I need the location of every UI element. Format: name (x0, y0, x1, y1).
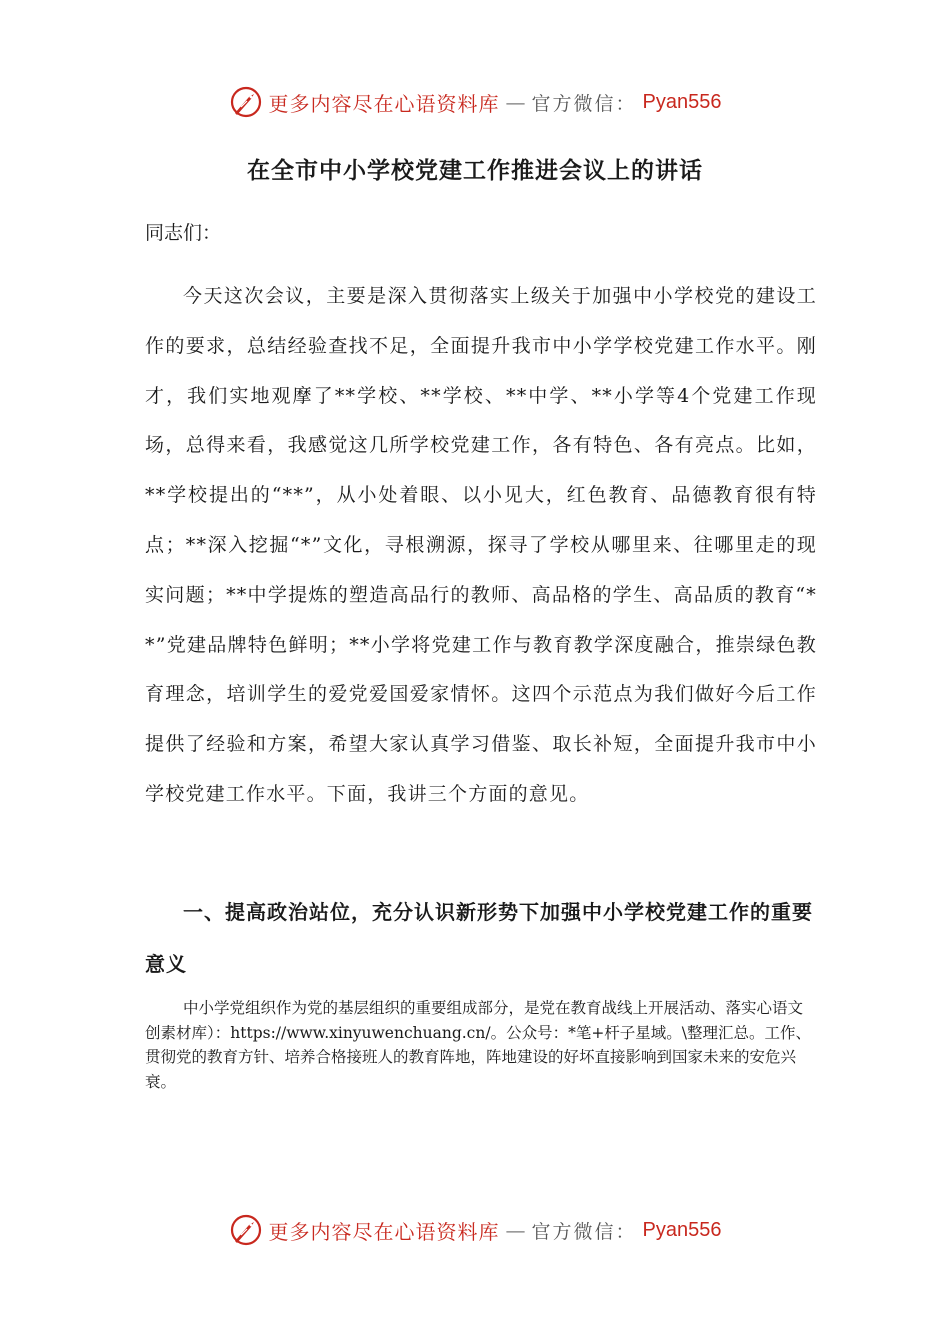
banner-separator: — (505, 90, 526, 114)
footer-banner (0, 1210, 950, 1250)
section-heading-1: 一、提高政治站位，充分认识新形势下加强中小学校党建工作的重要意义 (145, 900, 813, 976)
banner-sub-text: 官方微信： (531, 1220, 637, 1243)
banner-wechat-id: Pyan556 (642, 1218, 722, 1241)
document-title: 在全市中小学校党建工作推进会议上的讲话 (247, 157, 703, 184)
banner-main-text: 更多内容尽在心语资料库 (268, 1219, 500, 1244)
banner-separator: — (505, 1218, 526, 1242)
banner-wechat-id: Pyan556 (642, 90, 722, 113)
banner-sub-text: 官方微信： (531, 92, 637, 115)
pen-nib-logo-icon (229, 85, 263, 119)
banner-main-text: 更多内容尽在心语资料库 (268, 91, 500, 116)
header-banner (0, 82, 950, 122)
body-paragraph-2: 中小学党组织作为党的基层组织的重要组成部分，是党在教育战线上开展活动、落实心语文创素材库）：https://www.xinyuwenchuang.cn/。公众号：*笔+杆子星域。\整理汇总。工作、贯彻党的教育方针、培养合格接班人的教育阵地，阵地建设的好坏直接影响到国家未来的安危兴衰。 (145, 999, 812, 1091)
salutation: 同志们： (145, 222, 222, 244)
pen-nib-logo-icon (229, 1213, 263, 1247)
body-paragraph-1: 今天这次会议，主要是深入贯彻落实上级关于加强中小学校党的建设工作的要求，总结经验查找不足，全面提升我市中小学学校党建工作水平。刚才，我们实地观摩了**学校、**学校、**中学、**小学等4个党建工作现场，总得来看，我感觉这几所学校党建工作，各有特色、各有亮点。比如，**学校提出的“**”，从小处着眼、以小见大，红色教育、品德教育很有特点；**深入挖掘“*”文化，寻根溯源，探寻了学校从哪里来、往哪里走的现实问题；**中学提炼的塑造高品行的教师、高品格的学生、高品质的教育“**”党建品牌特色鲜明；**小学将党建工作与教育教学深度融合，推崇绿色教育理念，培训学生的爱党爱国爱家情怀。这四个示范点为我们做好今后工作提供了经验和方案，希望大家认真学习借鉴、取长补短，全面提升我市中小学校党建工作水平。下面，我讲三个方面的意见。 (145, 285, 817, 805)
